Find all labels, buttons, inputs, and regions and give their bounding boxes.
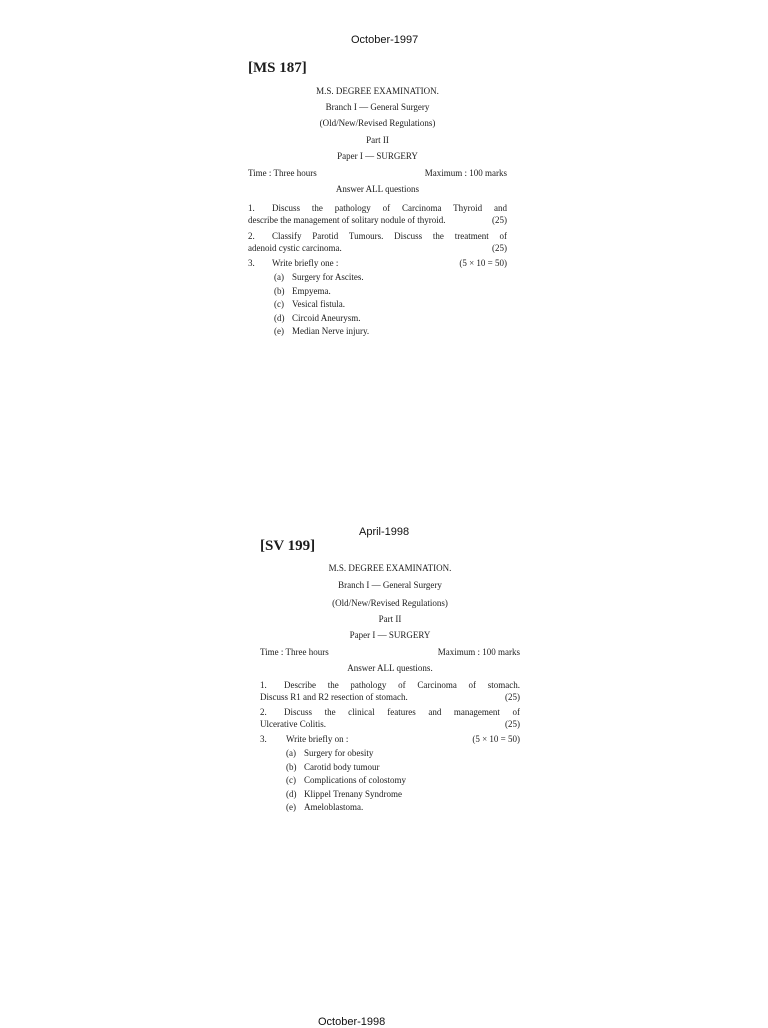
exam-date-label: April-1998 — [359, 526, 410, 538]
paper-title: Paper I — SURGERY — [337, 151, 418, 161]
question-text-line: Write briefly one : — [272, 258, 339, 268]
question-number: 3. — [260, 734, 267, 744]
degree-title: M.S. DEGREE EXAMINATION. — [328, 563, 452, 573]
subquestion-letter: (b) — [274, 285, 285, 296]
exam-date-label: October-1997 — [351, 34, 419, 46]
question-text-line: Write briefly on : — [286, 734, 349, 744]
exam-code: [MS 187] — [248, 60, 307, 76]
regulations-title: (Old/New/Revised Regulations) — [319, 118, 436, 128]
list-item — [274, 325, 369, 339]
list-item — [274, 285, 369, 299]
branch-title: Branch I — General Surgery — [325, 102, 430, 112]
question-number: 3. — [248, 258, 255, 268]
subquestion-letter: (a) — [286, 748, 296, 758]
subquestion-text: Surgery for obesity — [304, 748, 374, 758]
exam-code: [SV 199] — [260, 538, 316, 554]
question-marks: (25) — [492, 215, 507, 225]
subquestion-letter: (e) — [274, 326, 284, 337]
time-marks-row — [248, 168, 507, 178]
question-text-line: Discuss R1 and R2 resection of stomach. — [260, 692, 408, 702]
question-marks: (25) — [505, 719, 520, 729]
time-marks-row — [260, 647, 520, 657]
question-2 — [248, 230, 507, 254]
question-number: 1. — [260, 680, 267, 690]
question-text-line: Classify Parotid Tumours. Discuss the treatment of — [272, 231, 507, 241]
subquestion-letter: (c) — [274, 299, 284, 310]
subquestion-text: Ameloblastoma. — [304, 802, 364, 813]
list-item — [274, 298, 369, 312]
question-text-line: Ulcerative Colitis. — [260, 719, 326, 729]
exam-paper — [248, 60, 507, 345]
list-item — [286, 774, 406, 788]
subquestion-text: Circoid Aneurysm. — [292, 312, 361, 323]
exam-paper — [260, 538, 520, 823]
subquestion-letter: (c) — [286, 775, 296, 786]
paper-title: Paper I — SURGERY — [349, 630, 431, 640]
question-marks: (5 × 10 = 50) — [459, 258, 507, 268]
question-text-line: Discuss the pathology of Carcinoma Thyroid and — [272, 203, 507, 213]
part-title: Part II — [366, 135, 389, 145]
time-allowed: Time : Three hours — [248, 168, 317, 178]
question-marks: (5 × 10 = 50) — [472, 734, 520, 744]
list-item — [286, 747, 406, 761]
subquestion-letter: (a) — [274, 272, 284, 282]
subquestion-letter: (e) — [286, 802, 296, 813]
subquestion-text: Klippel Trenany Syndrome — [304, 788, 402, 799]
question-1 — [248, 202, 507, 226]
question-text-line: Discuss the clinical features and management of — [284, 707, 520, 717]
list-item — [274, 312, 369, 326]
subquestion-text: Surgery for Ascites. — [292, 272, 364, 282]
time-allowed: Time : Three hours — [260, 647, 329, 657]
instruction: Answer ALL questions — [335, 184, 420, 194]
question-number: 2. — [260, 707, 267, 717]
question-marks: (25) — [492, 243, 507, 253]
branch-title: Branch I — General Surgery — [338, 580, 442, 590]
question-2 — [260, 706, 520, 730]
question-number: 2. — [248, 231, 255, 241]
list-item — [286, 788, 406, 802]
subquestion-letter: (b) — [286, 761, 297, 772]
instruction: Answer ALL questions. — [347, 663, 433, 673]
question-text-line: Describe the pathology of Carcinoma of stomach. — [284, 680, 520, 690]
list-item — [274, 271, 369, 285]
subquestion-letter: (d) — [286, 788, 297, 799]
question-3 — [248, 258, 507, 268]
subquestion-text: Median Nerve injury. — [292, 326, 370, 337]
part-title: Part II — [378, 614, 402, 624]
subquestion-text: Empyema. — [292, 285, 331, 296]
degree-title: M.S. DEGREE EXAMINATION. — [316, 86, 439, 96]
subquestion-list — [274, 271, 369, 339]
question-text-line: adenoid cystic carcinoma. — [248, 243, 342, 253]
question-3 — [260, 734, 520, 744]
question-marks: (25) — [505, 692, 520, 702]
maximum-marks: Maximum : 100 marks — [424, 168, 507, 178]
question-text-line: describe the management of solitary nodule of thyroid. — [248, 215, 446, 225]
regulations-title: (Old/New/Revised Regulations) — [332, 598, 448, 608]
exam-date-label: October-1998 — [318, 1016, 386, 1028]
subquestion-text: Vesical fistula. — [292, 299, 345, 310]
subquestion-letter: (d) — [274, 312, 285, 323]
maximum-marks: Maximum : 100 marks — [437, 647, 520, 657]
question-1 — [260, 679, 520, 703]
subquestion-text: Carotid body tumour — [304, 761, 380, 772]
list-item — [286, 801, 406, 815]
subquestion-list — [286, 747, 406, 815]
list-item — [286, 761, 406, 775]
subquestion-text: Complications of colostomy — [304, 775, 406, 786]
question-number: 1. — [248, 203, 255, 213]
